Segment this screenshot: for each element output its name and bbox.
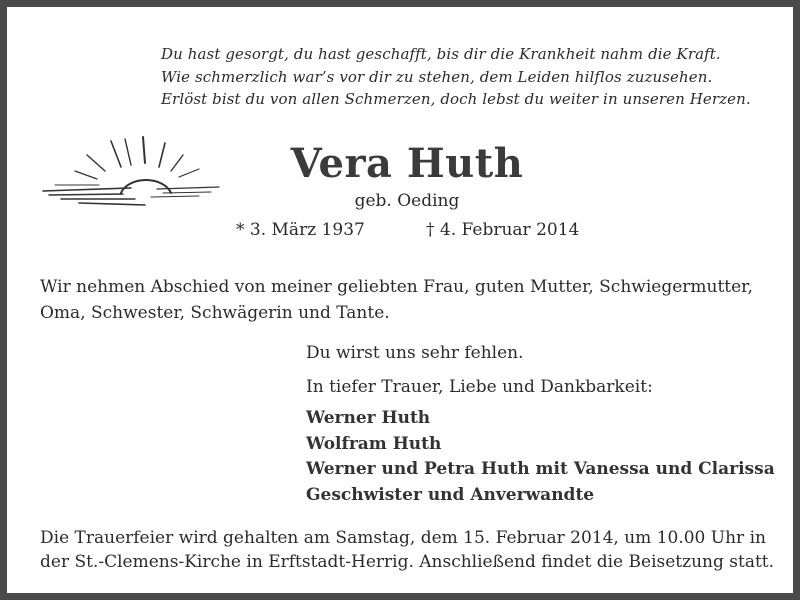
mourner: Werner und Petra Huth mit Vanessa und Clarissa xyxy=(306,459,775,479)
miss-you-line: Du wirst uns sehr fehlen. xyxy=(306,343,524,363)
deceased-name: Vera Huth xyxy=(290,140,524,187)
mourners-list xyxy=(306,406,786,508)
birth-date: * 3. März 1937 xyxy=(236,220,365,240)
funeral-info xyxy=(40,526,780,574)
poem-line-2: Wie schmerzlich war’s vor dir zu stehen, dem Leiden hilflos zuzusehen. xyxy=(161,67,713,86)
poem-line-1: Du hast gesorgt, du hast geschafft, bis dir die Krankheit nahm die Kraft. xyxy=(161,45,721,63)
maiden-name: geb. Oeding xyxy=(354,191,460,211)
death-date: † 4. Februar 2014 xyxy=(426,220,580,240)
poem-line-3: Erlöst bist du von allen Schmerzen, doch lebst du weiter in unseren Herzen. xyxy=(161,90,751,108)
grief-line: In tiefer Trauer, Liebe und Dankbarkeit: xyxy=(306,377,653,397)
mourner: Geschwister und Anverwandte xyxy=(306,484,595,505)
farewell-text: Wir nehmen Abschied von meiner geliebten Frau, guten Mutter, Schwiegermutter, Oma, Schwester, Schwägerin und Tante. xyxy=(40,277,753,323)
funeral-line-2: der St.-Clemens-Kirche in Erftstadt-Herrig. Anschließend findet die Beisetzung statt. xyxy=(40,552,775,572)
mourner: Werner Huth xyxy=(306,408,431,428)
funeral-line-1: Die Trauerfeier wird gehalten am Samstag, dem 15. Februar 2014, um 10.00 Uhr in xyxy=(40,528,766,548)
poem xyxy=(161,43,781,111)
mourner: Wolfram Huth xyxy=(306,433,442,454)
